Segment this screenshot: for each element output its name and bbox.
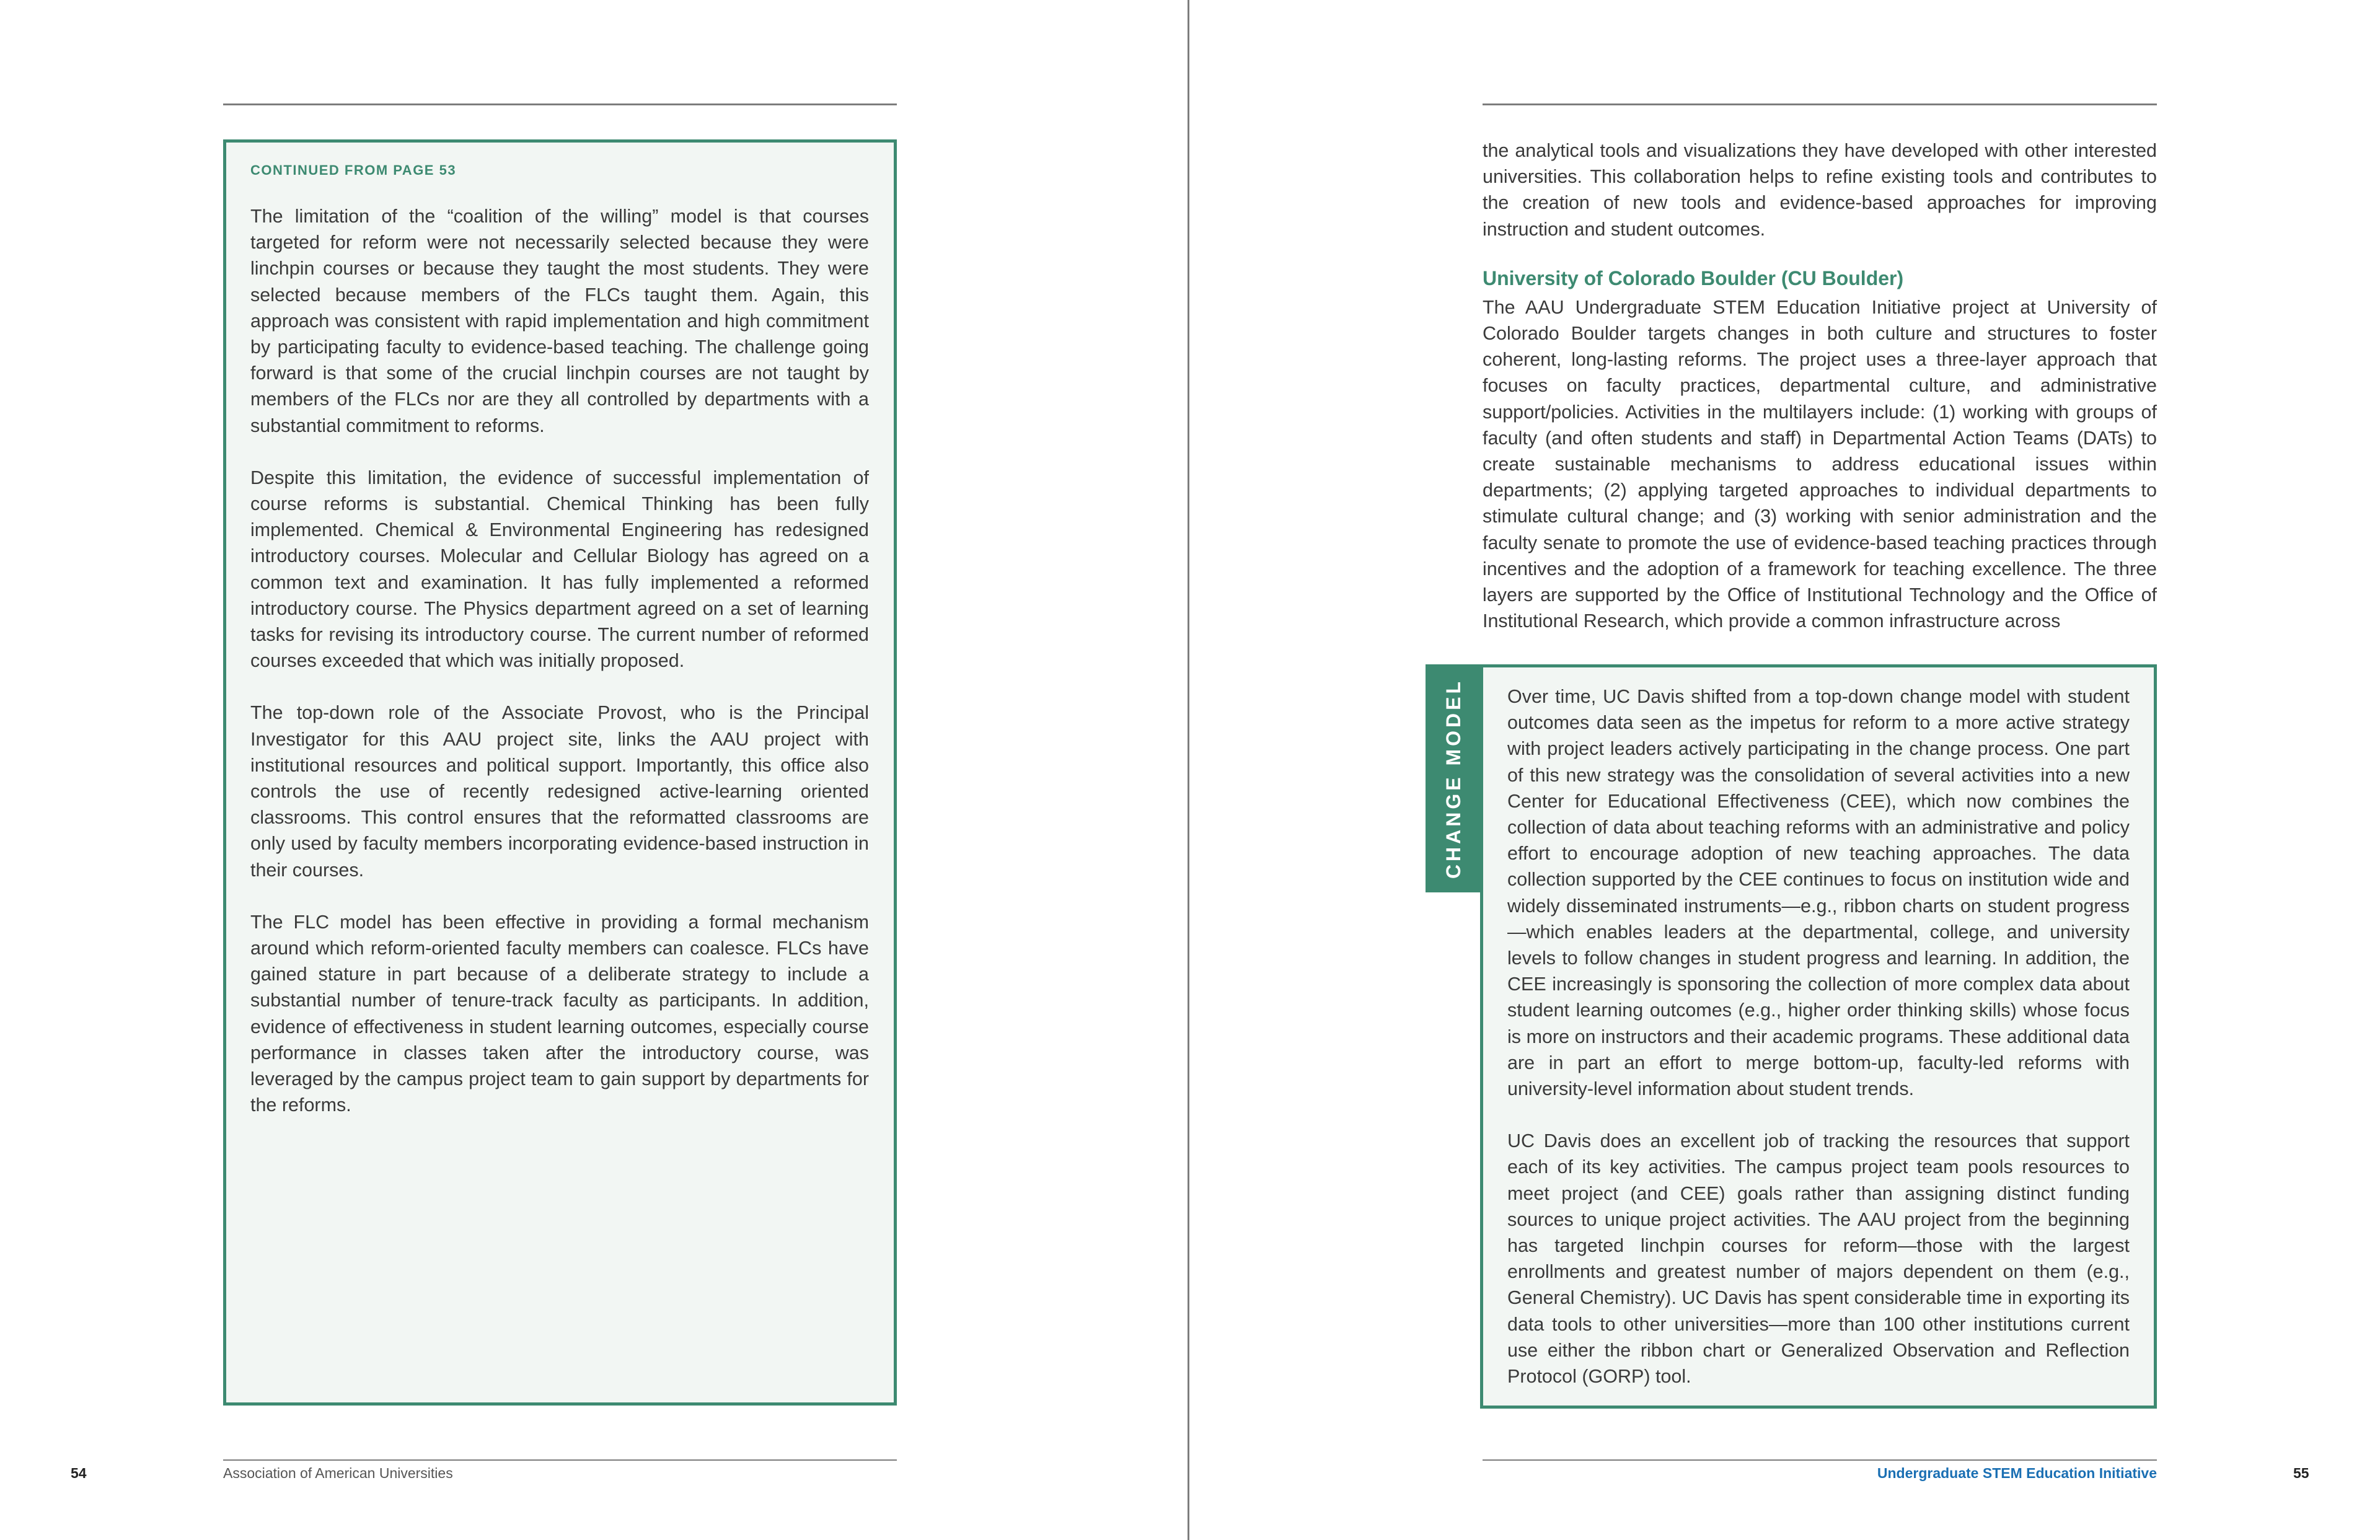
section-heading: University of Colorado Boulder (CU Boulder) [1483, 266, 1904, 289]
right-sidebar-paragraph-2: UC Davis does an excellent job of tracking the resources that support each of its key activities. The campus project team pools resources to meet project (and CEE) goals rather than assigning distinct funding sources to unique project activities. The AAU project from the beginning has targeted linchpin courses for reform—those with the largest enrollments and greatest number of majors dependent on them (e.g., General Chemistry). UC Davis has spent considerable time in exporting its data tools to other universities—more than 100 other institutions current use either the ribbon chart or Generalized Observation and Reflection Protocol (GORP) tool. [1507, 1130, 2130, 1388]
change-model-label: CHANGE MODEL [1442, 678, 1465, 879]
section-paragraph: The AAU Undergraduate STEM Education Initiative project at University of Colorado Boulder targets changes in both culture and structures to foster coherent, long-lasting reforms. The project uses a three-layer approach that focuses on faculty practices, departmental culture, and administrative support/policies. Activities in the multilayers include: (1) working with groups of faculty (and often students and staff) in Departmental Action Teams (DATs) to create sustainable mechanisms to address educational issues within departments; (2) applying targeted approaches to individual departments to stimulate cultural change; and (3) working with senior administration and the faculty senate to promote the use of evidence-based teaching practices through incentives and the adoption of a framework for teaching excellence. The three layers are supported by the Office of Institutional Technology and the Office of Institutional Research, which provide a common infrastructure across [1483, 296, 2157, 632]
left-page-number: 54 [71, 1465, 87, 1481]
left-top-rule [223, 103, 897, 105]
right-bottom-rule [1483, 1459, 2157, 1461]
continued-from-label: CONTINUED FROM PAGE 53 [250, 162, 457, 178]
sidebar-paragraph-3: The top-down role of the Associate Provost, who is the Principal Investigator for this AAU project site, links the AAU project with institutional resources and political support. Importantly, this office also controls the use of recently redesigned active-learning oriented classrooms. This control ensures that the reformatted classrooms are only used by faculty members incorporating evidence-based instruction in their courses. [250, 702, 869, 881]
sidebar-paragraph-2: Despite this limitation, the evidence of successful implementation of course reforms is substantial. Chemical Thinking has been fully implemented. Chemical & Environmental Engineering has redesigned introductory courses. Molecular and Cellular Biology has agreed on a common text and examination. It has fully implemented a reformed introductory course. The Physics department agreed on a set of learning tasks for revising its introductory course. The current number of reformed courses exceeded that which was initially proposed. [250, 467, 869, 672]
sidebar-paragraph-4: The FLC model has been effective in providing a formal mechanism around which reform-oriented faculty members can coalesce. FLCs have gained stature in part because of a deliberate strategy to include a substantial number of tenure-track faculty as participants. In addition, evidence of effectiveness in student learning outcomes, especially course performance in classes taken after the introductory course, was leveraged by the campus project team to gain support by departments for the reforms. [250, 911, 869, 1116]
left-page [0, 0, 1189, 1540]
right-top-rule [1483, 103, 2157, 105]
sidebar-paragraph-1: The limitation of the “coalition of the willing” model is that courses targeted for reform were not necessarily selected because they were linchpin courses or because they taught the most students. They were selected because members of the FLCs taught them. Again, this approach was consistent with rapid implementation and high commitment by participating faculty to evidence-based teaching. The challenge going forward is that some of the crucial linchpin courses are not taught by members of the FLCs nor are they all controlled by departments with a substantial commitment to reforms. [250, 206, 869, 436]
left-bottom-rule [223, 1459, 897, 1461]
right-footer-text: Undergraduate STEM Education Initiative [1877, 1465, 2157, 1481]
intro-paragraph: the analytical tools and visualizations they have developed with other interested universities. This collaboration helps to refine existing tools and contributes to the creation of new tools and evidence-based approaches for improving instruction and student outcomes. [1483, 140, 2157, 240]
right-main-text [1483, 138, 2157, 634]
right-page-number: 55 [2293, 1465, 2309, 1481]
change-model-tab [1426, 664, 1483, 892]
left-sidebar-box [223, 139, 897, 1406]
right-sidebar-paragraph-1: Over time, UC Davis shifted from a top-down change model with student outcomes data seen as the impetus for reform to a more active strategy with project leaders actively participating in the change process. One part of this new strategy was the consolidation of several activities into a new Center for Educational Effectiveness (CEE), which now combines the collection of data about teaching reforms with an administrative and policy effort to encourage adoption of new teaching approaches. The data collection supported by the CEE continues to focus on institution wide and widely disseminated instruments—e.g., ribbon charts on student progress—which enables leaders at the departmental, college, and university levels to follow changes in student progress and learning. In addition, the CEE increasingly is sponsoring the collection of more complex data about student learning outcomes (e.g., higher order thinking skills) whose focus is more on instructors and their academic programs. These additional data are in part an effort to merge bottom-up, faculty-led reforms with university-level information about student trends. [1507, 686, 2130, 1100]
left-footer-text: Association of American Universities [223, 1465, 453, 1481]
right-sidebar-box [1480, 664, 2157, 1409]
